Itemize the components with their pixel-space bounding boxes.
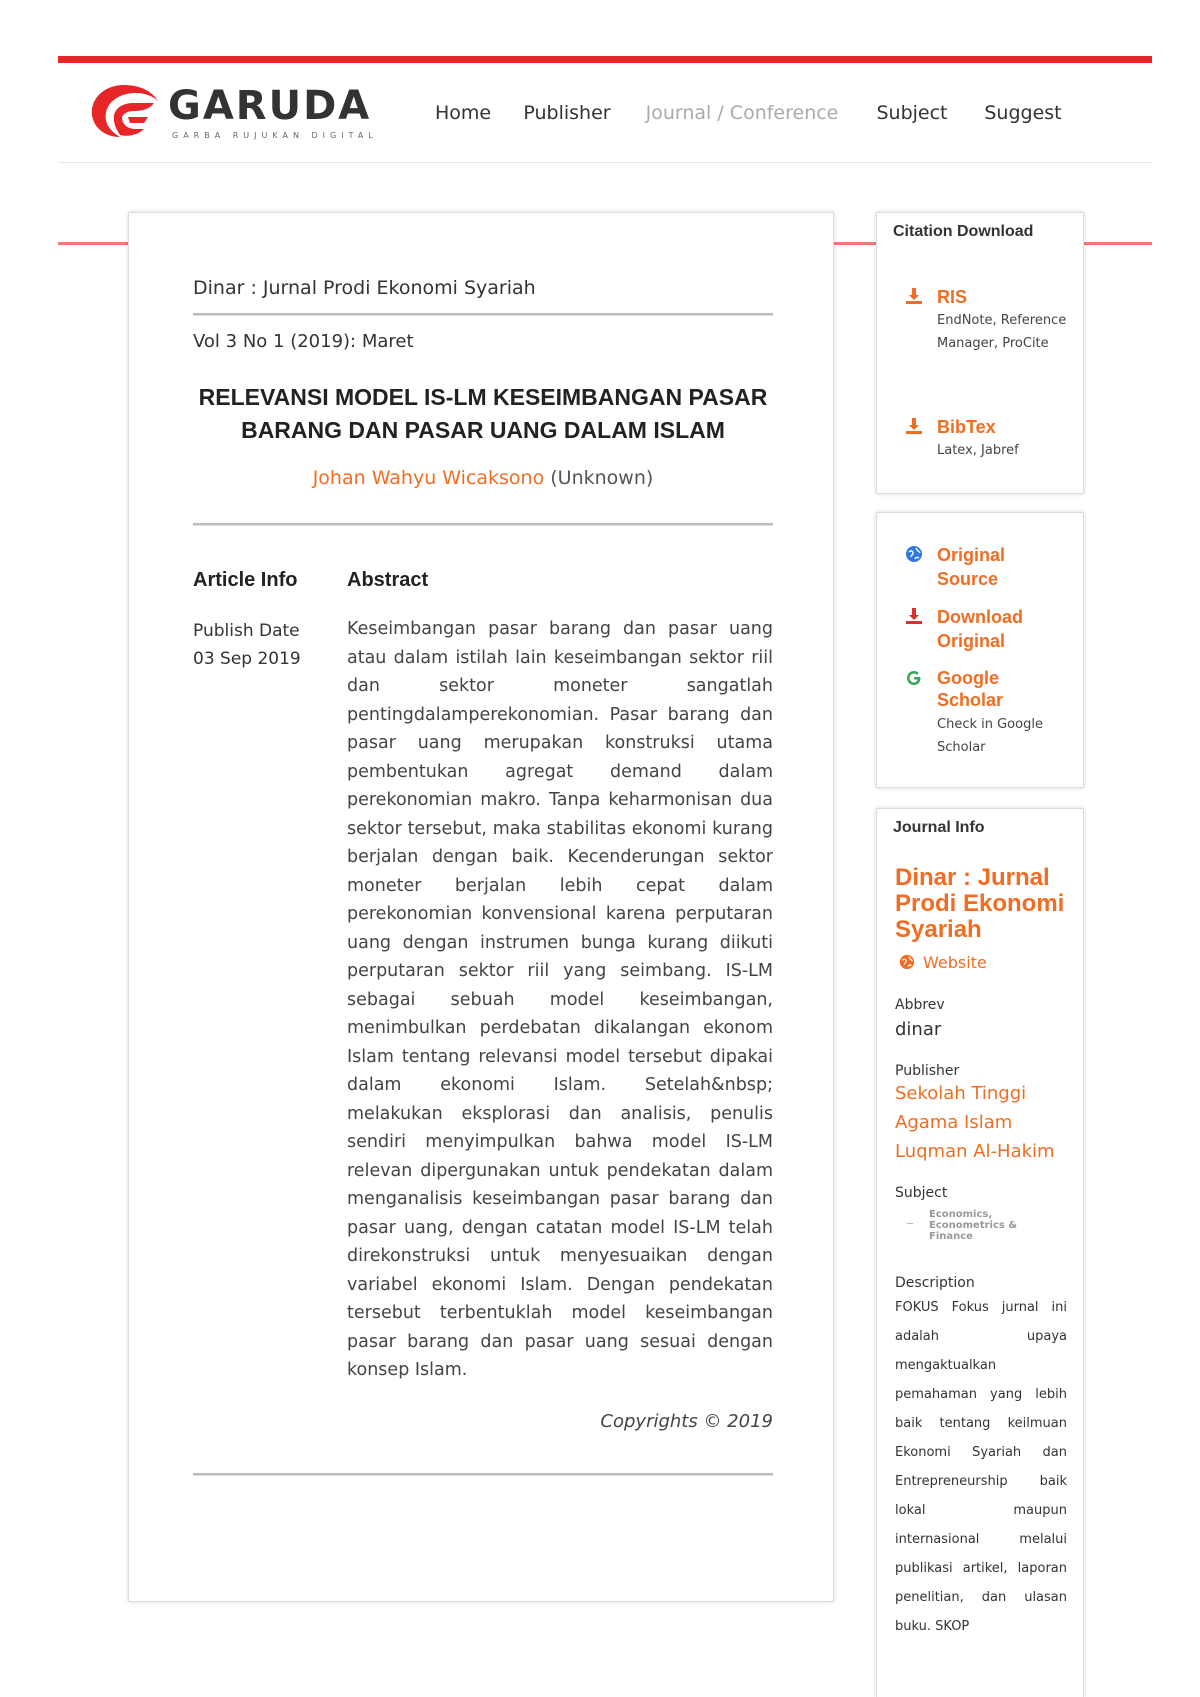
garuda-bird-icon [88, 81, 160, 139]
site-header [58, 63, 1152, 163]
journal-info-panel [876, 808, 1084, 1697]
abbrev-value: dinar [895, 1019, 942, 1040]
google-scholar-label[interactable]: Google Scholar [937, 668, 1004, 710]
download-icon [905, 607, 923, 625]
bibtex-label[interactable]: BibTex [937, 417, 996, 437]
nav-home[interactable]: Home [418, 63, 508, 163]
copyright: Copyrights © 2019 [600, 1411, 773, 1432]
subject-bullet [907, 1223, 913, 1224]
google-scholar-link[interactable] [905, 667, 1075, 767]
citation-heading: Citation Download [893, 223, 1034, 240]
website-link[interactable] [899, 953, 987, 972]
publish-date-block [193, 617, 301, 673]
publish-date-value: 03 Sep 2019 [193, 649, 301, 669]
citation-download-panel [876, 212, 1084, 494]
description-label: Description [895, 1275, 975, 1291]
ris-desc: EndNote, Reference Manager, ProCite [937, 313, 1067, 351]
nav-subject[interactable]: Subject [858, 63, 966, 163]
publish-date-label: Publish Date [193, 621, 300, 641]
nav-publisher[interactable]: Publisher [508, 63, 626, 163]
brand-tagline: GARBA RUJUKAN DIGITAL [172, 131, 378, 140]
description-text: FOKUS Fokus jurnal ini adalah upaya mengaktualkan pemahaman yang lebih baik tentang keilmuan Ekonomi Syariah dan Entrepreneurship baik lokal maupun internasional melalui publikasi artikel, laporan penelitian, dan ulasan buku. SKOP [895, 1300, 1067, 1634]
google-g-icon [905, 669, 923, 687]
google-scholar-desc: Check in Google Scholar [937, 717, 1043, 755]
abbrev-label: Abbrev [895, 997, 945, 1013]
subject-value[interactable]: Economics, Econometrics & Finance [929, 1209, 1018, 1242]
volume-issue[interactable]: Vol 3 No 1 (2019): Maret [193, 331, 414, 352]
source-links-panel [876, 512, 1084, 788]
garuda-logo[interactable] [88, 81, 388, 141]
download-icon [905, 417, 923, 435]
author-line [193, 467, 773, 489]
divider [193, 1473, 773, 1476]
header-accent-bar [58, 56, 1152, 63]
journal-info-title[interactable]: Dinar : Jurnal Prodi Ekonomi Syariah [895, 864, 1065, 943]
article-card [128, 212, 834, 1602]
globe-icon [905, 545, 923, 563]
download-original-label[interactable]: Download Original [937, 607, 1023, 651]
author-affiliation: (Unknown) [550, 467, 654, 489]
main-nav [418, 63, 1080, 163]
abstract-text: Keseimbangan pasar barang dan pasar uang atau dalam istilah lain keseimbangan sektor riil dan sektor moneter sangatlah pentingdalamperekonomian. Pasar barang dan pasar uang merupakan konstruksi utama pembentukan agregat demand dalam perekonomian makro. Tanpa keharmonisan dua sektor tersebut, maka stabilitas ekonomi kurang berjalan dengan baik. Kecenderungan sektor moneter berjalan lebih cepat dalam perekonomian konvensional karena perputaran uang dengan instrumen bunga kurang diikuti perputaran sektor riil yang seimbang. IS-LM sebagai sebuah model keseimbangan, menimbulkan perdebatan dikalangan ekonom Islam tentang relevansi model tersebut dipakai dalam ekonomi Islam. Setelah&nbsp; melakukan eksplorasi dan analisis, penulis sendiri menyimpulkan bahwa model IS-LM relevan dipergunakan untuk pendekatan dalam menganalisis keseimbangan pasar barang dan pasar uang, dengan catatan model IS-LM telah direkonstruksi untuk menyesuaikan dengan variabel ekonomi Islam. Dengan pendekatan tersebut terbentuklah model keseimbangan pasar barang dan pasar uang sesuai dengan konsep Islam. [347, 619, 773, 1380]
header-divider [58, 162, 1152, 163]
subject-label: Subject [895, 1185, 948, 1201]
divider [193, 523, 773, 526]
download-original-link[interactable] [905, 605, 1075, 655]
publisher-label: Publisher [895, 1063, 960, 1079]
divider [193, 313, 773, 316]
bibtex-desc: Latex, Jabref [937, 443, 1019, 458]
journal-name[interactable]: Dinar : Jurnal Prodi Ekonomi Syariah [193, 277, 536, 299]
brand-name: GARUDA [168, 83, 372, 129]
ris-label[interactable]: RIS [937, 287, 968, 307]
publisher-link[interactable]: Sekolah Tinggi Agama Islam Luqman Al-Hakim [895, 1083, 1055, 1162]
ris-download[interactable] [905, 285, 1075, 395]
article-info-heading: Article Info [193, 569, 298, 591]
original-source-link[interactable] [905, 543, 1075, 593]
original-source-label[interactable]: Original Source [937, 545, 1006, 589]
download-icon [905, 287, 923, 305]
nav-journal-conference[interactable]: Journal / Conference [645, 102, 839, 124]
author-link[interactable]: Johan Wahyu Wicaksono [312, 467, 545, 489]
article-title: RELEVANSI MODEL IS-LM KESEIMBANGAN PASAR BARANG DAN PASAR UANG DALAM ISLAM [198, 384, 768, 443]
journal-info-heading: Journal Info [893, 819, 985, 836]
nav-suggest[interactable]: Suggest [966, 63, 1080, 163]
abstract-heading: Abstract [347, 569, 429, 591]
website-label[interactable]: Website [923, 953, 987, 972]
globe-icon [899, 954, 915, 970]
bibtex-download[interactable] [905, 415, 1075, 475]
